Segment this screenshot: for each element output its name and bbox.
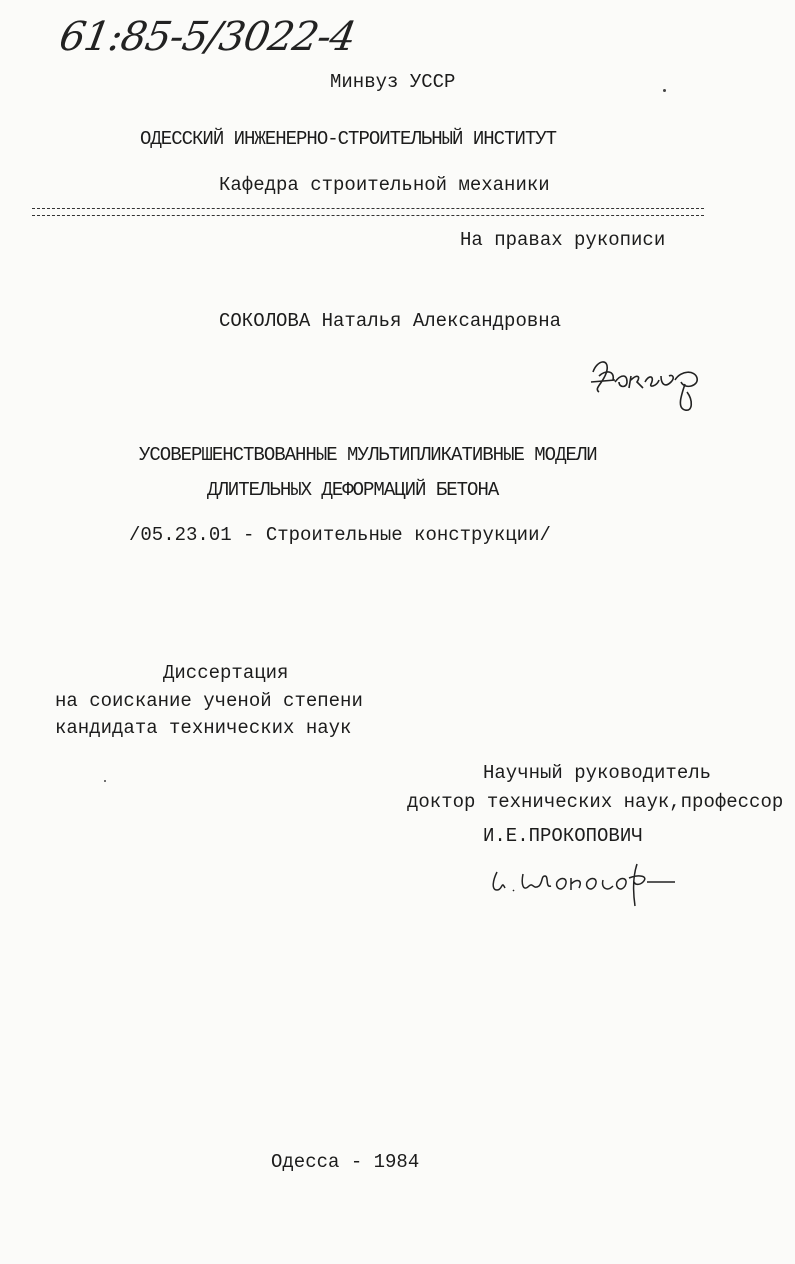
ministry: Минвуз УССР: [330, 71, 456, 93]
supervisor-role: Научный руководитель: [483, 762, 712, 784]
supervisor-signature: [483, 852, 683, 908]
double-rule-bottom: [32, 215, 704, 216]
dissertation-line1: Диссертация: [163, 662, 289, 684]
dissertation-line2: на соискание ученой степени: [55, 690, 363, 712]
archive-number: 61:85-5/3022-4: [55, 14, 359, 60]
department-name: Кафедра строительной механики: [219, 174, 550, 196]
supervisor-name: И.Е.ПРОКОПОВИЧ: [483, 825, 643, 847]
dissertation-title-line1: УСОВЕРШЕНСТВОВАННЫЕ МУЛЬТИПЛИКАТИВНЫЕ МОДЕЛИ: [139, 444, 597, 466]
institute-name: ОДЕССКИЙ ИНЖЕНЕРНО-СТРОИТЕЛЬНЫЙ ИНСТИТУТ: [140, 128, 557, 150]
dissertation-title-line2: ДЛИТЕЛЬНЫХ ДЕФОРМАЦИЙ БЕТОНА: [207, 479, 499, 501]
place-and-year: Одесса - 1984: [271, 1151, 420, 1173]
ink-speck: [104, 780, 106, 782]
dissertation-line3: кандидата технических наук: [55, 717, 352, 739]
author-name: СОКОЛОВА Наталья Александровна: [219, 310, 562, 332]
ink-speck: [663, 89, 666, 92]
supervisor-degree: доктор технических наук,профессор: [407, 791, 784, 813]
author-signature: [585, 352, 725, 414]
double-rule-top: [32, 208, 704, 209]
specialty-code: /05.23.01 - Строительные конструкции/: [129, 524, 551, 546]
manuscript-rights: На правах рукописи: [460, 229, 666, 251]
